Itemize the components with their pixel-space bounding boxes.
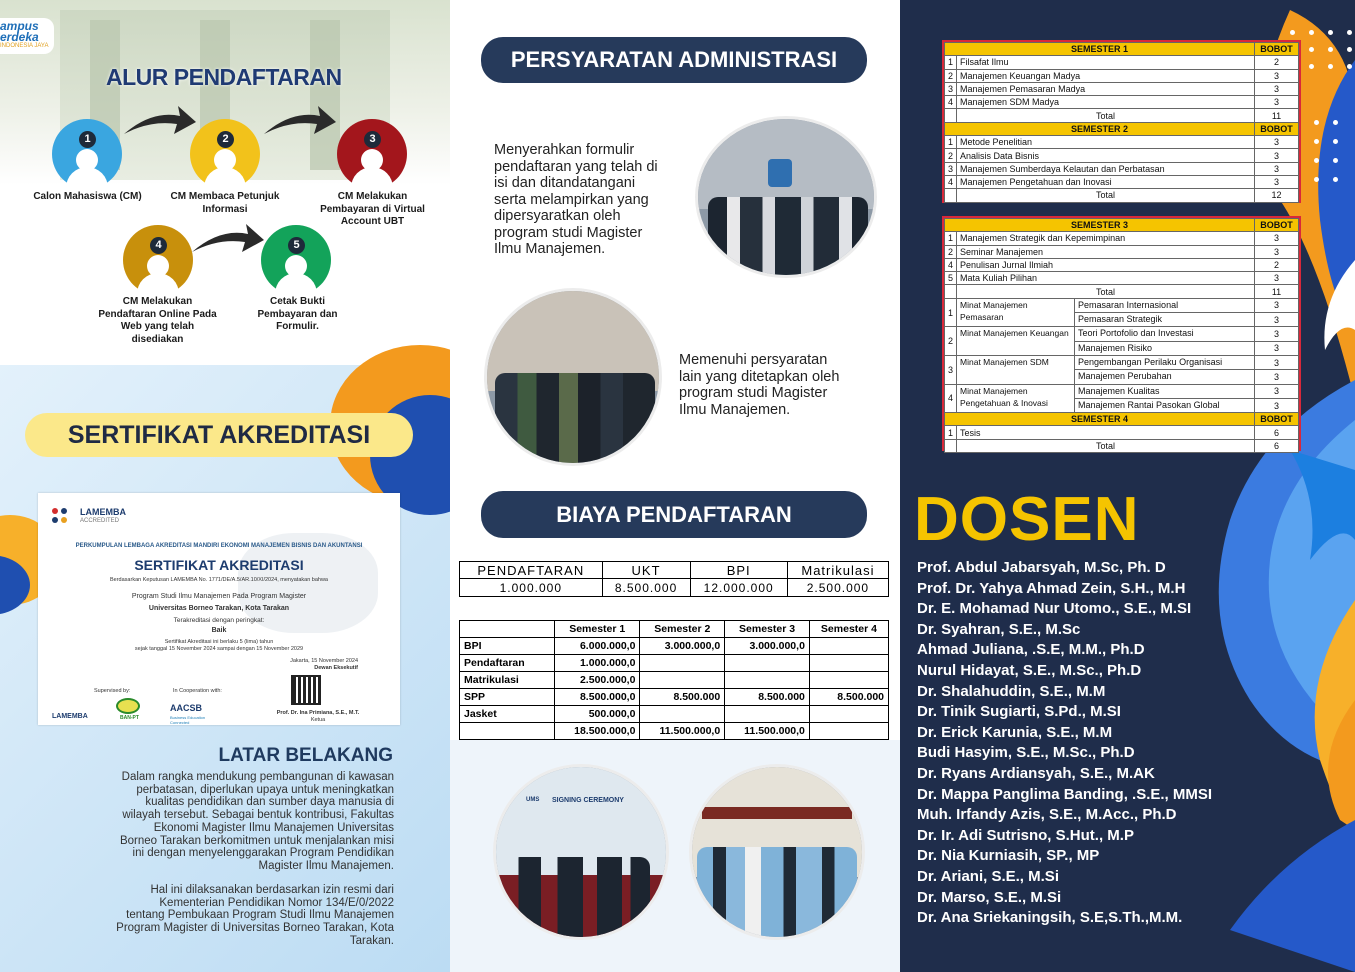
course-credit: 3 [1255,232,1299,245]
fee-value-cell: 12.000.000 [690,579,787,597]
dosen-name: Nurul Hidayat, S.E., M.Sc., Ph.D [917,661,1142,679]
step-2-circle [190,119,260,189]
middle-panel [450,0,900,972]
course-name: Metode Penelitian [957,136,1255,149]
step-number: 5 [288,237,305,254]
table-cell: Jasket [460,706,555,723]
dosen-name: Ahmad Juliana, .S.E, M.M., Ph.D [917,641,1145,659]
aacsb-logo: AACSB [170,703,203,713]
table-cell [809,706,888,723]
elective-name: Minat Manajemen Keuangan [957,327,1075,354]
table-cell [809,638,888,655]
course-number: 3 [945,82,957,95]
course-number: 2 [945,149,957,162]
table-cell [809,672,888,689]
text-line: pendaftaran yang telah di [494,158,658,175]
dosen-name: Dr. Mappa Panglima Banding, .S.E., MMSI [917,785,1213,803]
total-value: 11 [1255,285,1299,298]
elective-number: 2 [945,327,957,356]
elective-course: Manajemen Kualitas [1078,385,1160,396]
elective-number: 3 [945,355,957,384]
table-cell: 8.500.000 [809,689,888,706]
table-cell [640,672,725,689]
course-credit: 3 [1255,384,1299,398]
signing-ceremony-photo: UMS SIGNING CEREMONY [496,767,666,937]
elective-course: Manajemen Perubahan [1078,371,1172,382]
text-line: Ilmu Manajemen. [679,401,791,418]
sertifikat-title: SERTIFIKAT AKREDITASI [67,421,371,449]
course-row [945,258,1299,271]
lamemba-logo [52,508,72,524]
total-value: 12 [1255,189,1299,202]
dosen-name: Dr. Ariani, S.E., M.Si [917,867,1059,885]
text-line: Ekonomi Magister Ilmu Manajemen Universitas [153,821,394,834]
course-row [945,56,1299,69]
table-cell: BPI [460,638,555,655]
course-row [945,69,1299,82]
table-cell [809,655,888,672]
semester-title: SEMESTER 2 [945,122,1255,135]
alur-pendaftaran-section [0,0,450,365]
dosen-name: Dr. Nia Kurniasih, SP., MP [917,847,1100,865]
table-cell: 8.500.000,0 [555,689,640,706]
text-line: program studi Magister [494,224,643,241]
course-credit: 3 [1255,162,1299,175]
step-number: 3 [364,131,381,148]
course-number: 4 [945,175,957,188]
text-line: kualitas pendidikan dan sumber daya manusia di [145,796,394,809]
text-line: Hal ini dilaksanakan berdasarkan izin resmi dari [150,884,394,896]
course-row [945,82,1299,95]
table-cell: 18.500.000,0 [555,723,640,740]
course-name: Analisis Data Bisnis [957,149,1255,162]
course-credit: 2 [1255,258,1299,271]
table-row [460,655,889,672]
total-label: Total [957,285,1255,298]
table-cell: Pendaftaran [460,655,555,672]
course-row [945,162,1299,175]
text-line: isi dan ditandatangani [494,175,636,191]
course-number: 4 [945,96,957,109]
group-photo-2 [487,291,659,463]
text-line: lain yang ditetapkan oleh [679,368,840,385]
fee-value-cell: 2.500.000 [787,579,888,597]
text-line: Ilmu Manajemen. [494,241,606,257]
elective-name: Minat Manajemen Pemasaran [957,299,1075,326]
ban-pt-logo: BAN-PT [120,715,139,721]
dosen-title: DOSEN [914,485,1140,554]
course-name: Tesis [957,426,1255,439]
table-cell: 6.000.000,0 [555,638,640,655]
arrow-right-icon [122,104,198,140]
text-line: serta melampirkan yang [494,191,649,208]
course-credit: 3 [1255,175,1299,188]
table-cell: 1.000.000,0 [555,655,640,672]
group-photo-3 [692,767,862,937]
course-row [945,426,1299,439]
table-cell: 11.500.000,0 [640,723,725,740]
total-row [945,109,1299,122]
table-cell [640,706,725,723]
fee-value-cell: 8.500.000 [602,579,690,597]
text-line: Borneo Tarakan berkomitmen untuk menjalankan misi [119,834,394,847]
semester-title: SEMESTER 4 [945,413,1255,426]
step-number: 4 [150,237,167,254]
bobot-header: BOBOT [1255,219,1299,232]
total-value: 6 [1255,439,1299,452]
elective-row [945,298,1299,312]
latar-belakang-title: LATAR BELAKANG [218,745,393,766]
bobot-header: BOBOT [1255,43,1299,56]
bobot-header: BOBOT [1255,413,1299,426]
table-row [460,672,889,689]
table-cell [725,706,810,723]
dosen-name: Dr. Tinik Sugiarti, S.Pd., M.SI [917,703,1121,721]
group-photo-1 [698,119,874,275]
course-number: 1 [945,136,957,149]
dosen-name: Muh. Irfandy Azis, S.E., M.Acc., Ph.D [917,806,1177,824]
step-3-label: CM Melakukan Pembayaran di Virtual Account UBT [320,191,425,227]
dosen-list [917,558,1257,929]
elective-course: Pemasaran Internasional [1078,299,1179,310]
course-credit: 2 [1255,56,1299,69]
course-number: 1 [945,56,957,69]
course-name: Manajemen Sumberdaya Kelautan dan Perbatasan [957,162,1255,175]
text-line: Dalam rangka mendukung pembangunan di kawasan [121,771,394,783]
semester-header-cell: Semester 3 [725,621,810,638]
fee-summary-table [459,561,889,597]
step-1-circle [52,119,122,189]
dosen-name: Dr. Erick Karunia, S.E., M.M [917,723,1113,741]
fee-header-cell: BPI [690,562,787,579]
decorative-dots [1295,120,1338,182]
text-line: wilayah tersebut. Sebagai bentuk kontribusi, Fakultas [122,809,394,822]
semester-header-row [945,219,1299,232]
course-credit: 6 [1255,426,1299,439]
semester-header-cell: Semester 4 [809,621,888,638]
arrow-right-icon [190,222,266,258]
total-row [945,439,1299,452]
course-credit: 3 [1255,298,1299,312]
dosen-name: Dr. Ryans Ardiansyah, S.E., M.AK [917,764,1155,782]
table-cell: Matrikulasi [460,672,555,689]
elective-course: Pemasaran Strategik [1078,314,1163,325]
course-number: 1 [945,426,957,439]
fee-header-cell: PENDAFTARAN [460,562,603,579]
course-credit: 3 [1255,370,1299,384]
course-name: Filsafat Ilmu [957,56,1255,69]
left-panel [0,0,450,972]
sertifikat-section [0,365,450,972]
course-credit: 3 [1255,398,1299,412]
curriculum-semester-3-4-table [944,218,1299,453]
semester-title: SEMESTER 3 [945,219,1255,232]
text-line: Program Magister di Universitas Borneo Tarakan, Kota [116,922,394,935]
step-4-circle [123,225,193,295]
text-line: Tarakan. [349,934,394,947]
step-2-label: CM Membaca Petunjuk Informasi [170,191,280,215]
dosen-name: Budi Hasyim, S.E., M.Sc., Ph.D [917,744,1135,762]
elective-course: Pengembangan Perilaku Organisasi [1078,356,1223,367]
course-row [945,149,1299,162]
table-cell [725,655,810,672]
elective-course: Teori Portofolio dan Investasi [1078,328,1194,339]
course-name: Manajemen Pemasaran Madya [957,82,1255,95]
fee-value-cell: 1.000.000 [460,579,603,597]
elective-row [945,355,1299,369]
course-credit: 3 [1255,341,1299,355]
table-cell [460,723,555,740]
course-number: 1 [945,232,957,245]
elective-course: Manajemen Risiko [1078,342,1153,353]
course-credit: 3 [1255,149,1299,162]
qr-code-icon [291,675,321,705]
text-line: ini dengan menyelenggarakan Program Pendidikan [132,847,394,860]
course-row [945,272,1299,285]
elective-row [945,327,1299,341]
step-number: 1 [79,131,96,148]
curriculum-semester-1-2-table [944,42,1299,203]
semester-fee-table [459,620,889,740]
requirement-1-text [494,142,658,258]
course-number: 2 [945,69,957,82]
course-row [945,175,1299,188]
latar-belakang-paragraph-2 [60,884,394,948]
alur-pendaftaran-title: ALUR PENDAFTARAN [106,64,342,90]
table-cell: 8.500.000 [725,689,810,706]
total-label: Total [957,109,1255,122]
course-row [945,136,1299,149]
table-row [460,723,889,740]
course-name: Manajemen Keuangan Madya [957,69,1255,82]
course-credit: 3 [1255,245,1299,258]
course-number: 4 [945,258,957,271]
total-label: Total [957,189,1255,202]
course-name: Seminar Manajemen [957,245,1255,258]
course-name: Manajemen Pengetahuan dan Inovasi [957,175,1255,188]
step-5-label: Cetak Bukti Pembayaran dan Formulir. [257,296,338,332]
course-number: 2 [945,245,957,258]
lamemba-footer-logo: LAMEMBA [52,713,88,720]
step-3-circle [337,119,407,189]
semester-title: SEMESTER 1 [945,43,1255,56]
table-row [460,689,889,706]
course-credit: 3 [1255,96,1299,109]
accreditation-certificate: LAMEMBA ACCREDITED PERKUMPULAN LEMBAGA AKREDITASI MANDIRI EKONOMI MANAJEMEN BISNIS DAN AKUNTANSI SERTIFIKAT AKREDITASI Berdasarkan Keputusan LAMEMBA No. 1771/DE/A.5/AR.10/XI/2024, menyatakan bahwa Program Studi Ilmu Manajemen Pada Program Magister Universitas Borneo Tarakan, Kota Tarakan Terakreditasi dengan peringkat: Baik Sertifikat Akreditasi ini berlaku 5 (lima) tahun sejak tanggal 15 November 2024 sampai dengan 15 November 2029 Jakarta, 15 November 2024 Dewan Eksekutif Prof. Dr. Ina Primiana, S.E., M.T. Ketua Supervised by: In Cooperation with: LAMEMBA BAN-PT AACSB Business Education Connected [38,493,400,725]
text-line: program studi Magister [679,385,828,401]
step-1-label: Calon Mahasiswa (CM) [33,191,142,202]
elective-number: 1 [945,298,957,327]
dosen-name: Prof. Dr. Yahya Ahmad Zein, S.H., M.H [917,579,1186,597]
table-cell: 500.000,0 [555,706,640,723]
semester-header-row [945,413,1299,426]
table-cell: 8.500.000 [640,689,725,706]
course-name: Manajemen Strategik dan Kepemimpinan [957,232,1255,245]
text-line: Memenuhi persyaratan [679,352,828,368]
table-cell [809,723,888,740]
fee-header-cell: Matrikulasi [787,562,888,579]
course-row [945,96,1299,109]
elective-name: Minat Manajemen Pengetahuan & Inovasi [957,385,1075,412]
semester-header-row [945,122,1299,135]
table-cell [640,655,725,672]
course-row [945,232,1299,245]
text-line: tentang Pembukaan Program Studi Ilmu Manajemen [126,909,394,922]
text-line: perbatasan, diperlukan upaya untuk meningkatkan [136,783,394,796]
arrow-right-icon [262,104,338,140]
course-name: Manajemen SDM Madya [957,96,1255,109]
course-credit: 3 [1255,355,1299,369]
bobot-header: BOBOT [1255,122,1299,135]
course-name: Mata Kuliah Pilihan [957,272,1255,285]
course-credit: 3 [1255,82,1299,95]
dosen-name: Dr. Ir. Adi Sutrisno, S.Hut., M.P [917,826,1134,844]
course-credit: 3 [1255,69,1299,82]
latar-belakang-paragraph-1 [60,771,394,873]
total-row [945,285,1299,298]
course-credit: 3 [1255,313,1299,327]
table-cell: SPP [460,689,555,706]
total-row [945,189,1299,202]
total-value: 11 [1255,109,1299,122]
table-cell: 3.000.000,0 [640,638,725,655]
biaya-pendaftaran-title: BIAYA PENDAFTARAN [481,491,867,538]
table-row [460,638,889,655]
elective-number: 4 [945,384,957,413]
table-cell: 11.500.000,0 [725,723,810,740]
course-number: 5 [945,272,957,285]
fee-header-cell: UKT [602,562,690,579]
table-cell [725,672,810,689]
dosen-name: Prof. Abdul Jabarsyah, M.Sc, Ph. D [917,559,1166,576]
text-line: Menyerahkan formulir [494,142,635,158]
elective-row [945,384,1299,398]
step-5-circle [261,225,331,295]
course-credit: 3 [1255,327,1299,341]
course-credit: 3 [1255,136,1299,149]
table-cell: 3.000.000,0 [725,638,810,655]
table-row [460,706,889,723]
requirement-2-text [679,352,839,418]
text-line: Magister Ilmu Manajemen. [258,859,394,872]
course-number: 3 [945,162,957,175]
step-4-label: CM Melakukan Pendaftaran Online Pada Web yang telah disediakan [98,296,217,345]
dosen-name: Dr. Ana Sriekaningsih, S.E,S.Th.,M.M. [917,909,1183,927]
step-number: 2 [217,131,234,148]
table-cell: 2.500.000,0 [555,672,640,689]
text-line: dipersyaratkan oleh [494,208,621,224]
dosen-name: Dr. Shalahuddin, S.E., M.M [917,682,1106,700]
course-name: Penulisan Jurnal Ilmiah [957,258,1255,271]
kampus-merdeka-logo: ampus erdeka INDONESIA JAYA [0,18,54,54]
course-row [945,245,1299,258]
course-credit: 3 [1255,272,1299,285]
persyaratan-title: PERSYARATAN ADMINISTRASI [481,37,867,83]
semester-header-cell: Semester 2 [640,621,725,638]
semester-header-cell: Semester 1 [555,621,640,638]
dosen-name: Dr. Marso, S.E., M.Si [917,888,1062,906]
total-label: Total [957,439,1255,452]
semester-header-row [945,43,1299,56]
elective-course: Manajemen Rantai Pasokan Global [1078,399,1220,410]
semester-header-cell [460,621,555,638]
text-line: Kementerian Pendidikan Nomor 134/E/0/2022 [159,896,394,909]
elective-name: Minat Manajemen SDM [957,356,1075,383]
dosen-name: Dr. Syahran, S.E., M.Sc [917,620,1081,638]
dosen-name: Dr. E. Mohamad Nur Utomo., S.E., M.SI [917,600,1192,618]
